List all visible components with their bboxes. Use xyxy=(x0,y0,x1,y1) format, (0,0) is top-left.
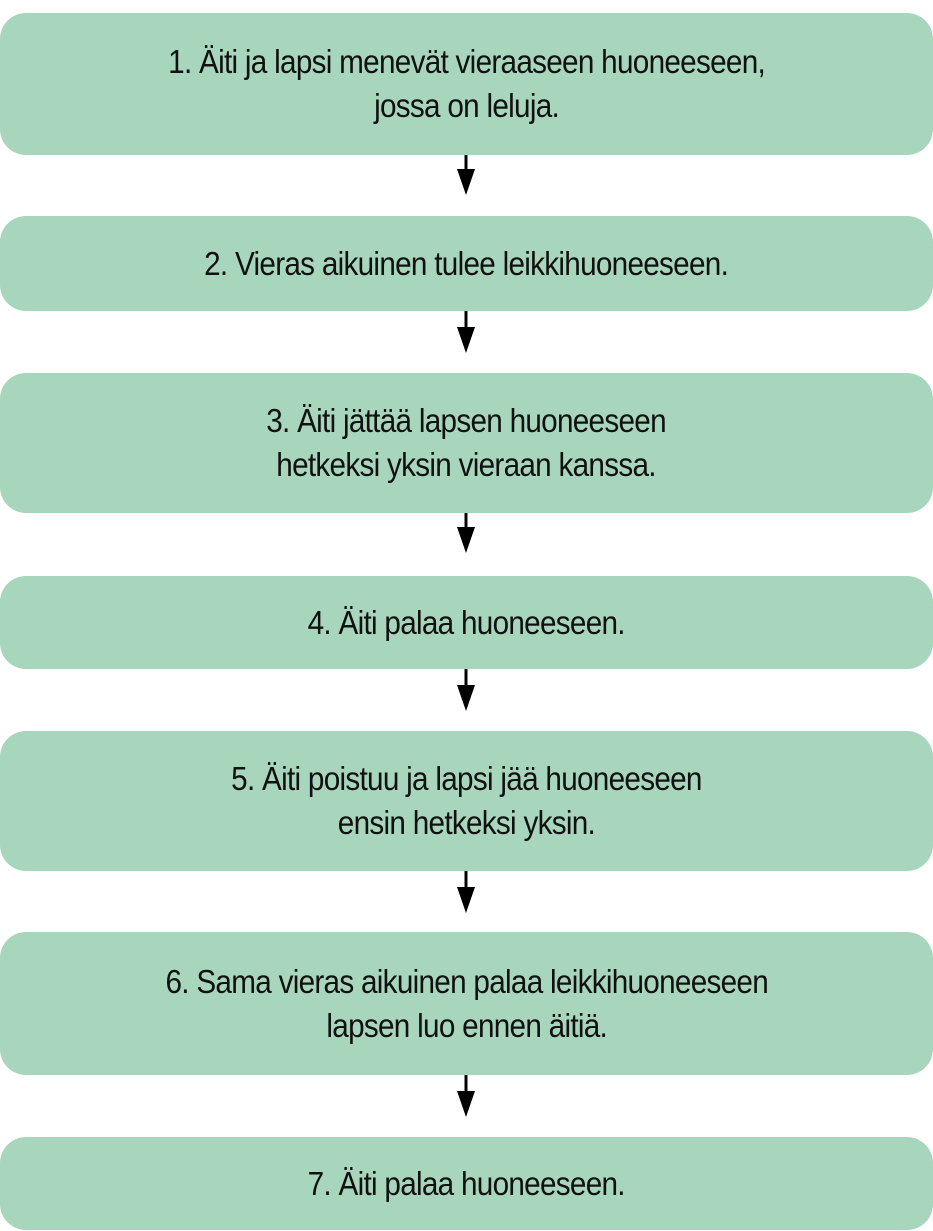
step-4-line-1: 4. Äiti palaa huoneeseen. xyxy=(307,603,626,641)
step-1-line-2: jossa on leluja. xyxy=(374,87,559,124)
arrow-down-icon xyxy=(457,311,475,353)
step-7-text xyxy=(308,1162,625,1206)
step-2-line-1: 2. Vieras aikuinen tulee leikkihuoneeseen. xyxy=(204,244,729,282)
flow-step-1 xyxy=(0,13,933,155)
step-1-text xyxy=(168,40,765,128)
step-6-line-1: 6. Sama vieras aikuinen palaa leikkihuoneeseen xyxy=(165,962,768,1000)
arrow-down-icon xyxy=(457,669,475,711)
arrow-down-icon xyxy=(457,1075,475,1117)
step-5-line-1: 5. Äiti poistuu ja lapsi jää huoneeseen xyxy=(231,760,702,797)
step-4-text xyxy=(308,601,625,645)
step-3-line-2: hetkeksi yksin vieraan kanssa. xyxy=(276,446,657,483)
step-3-line-1: 3. Äiti jättää lapsen huoneeseen xyxy=(266,402,667,439)
step-3-text xyxy=(267,399,667,487)
arrow-down-icon xyxy=(457,871,475,913)
flow-step-7 xyxy=(0,1137,933,1230)
step-6-line-2: lapsen luo ennen äitiä. xyxy=(326,1006,607,1044)
flow-step-3 xyxy=(0,373,933,513)
step-2-text xyxy=(205,242,729,286)
step-5-line-2: ensin hetkeksi yksin. xyxy=(337,804,596,841)
step-6-text xyxy=(165,960,768,1048)
arrow-down-icon xyxy=(457,513,475,553)
step-1-line-1: 1. Äiti ja lapsi menevät vieraaseen huoneeseen, xyxy=(168,43,765,80)
step-7-line-1: 7. Äiti palaa huoneeseen. xyxy=(307,1164,626,1202)
flow-step-5 xyxy=(0,731,933,871)
flow-step-4 xyxy=(0,576,933,669)
step-5-text xyxy=(231,757,702,845)
flow-step-2 xyxy=(0,216,933,311)
flow-step-6 xyxy=(0,932,933,1075)
arrow-down-icon xyxy=(457,155,475,195)
